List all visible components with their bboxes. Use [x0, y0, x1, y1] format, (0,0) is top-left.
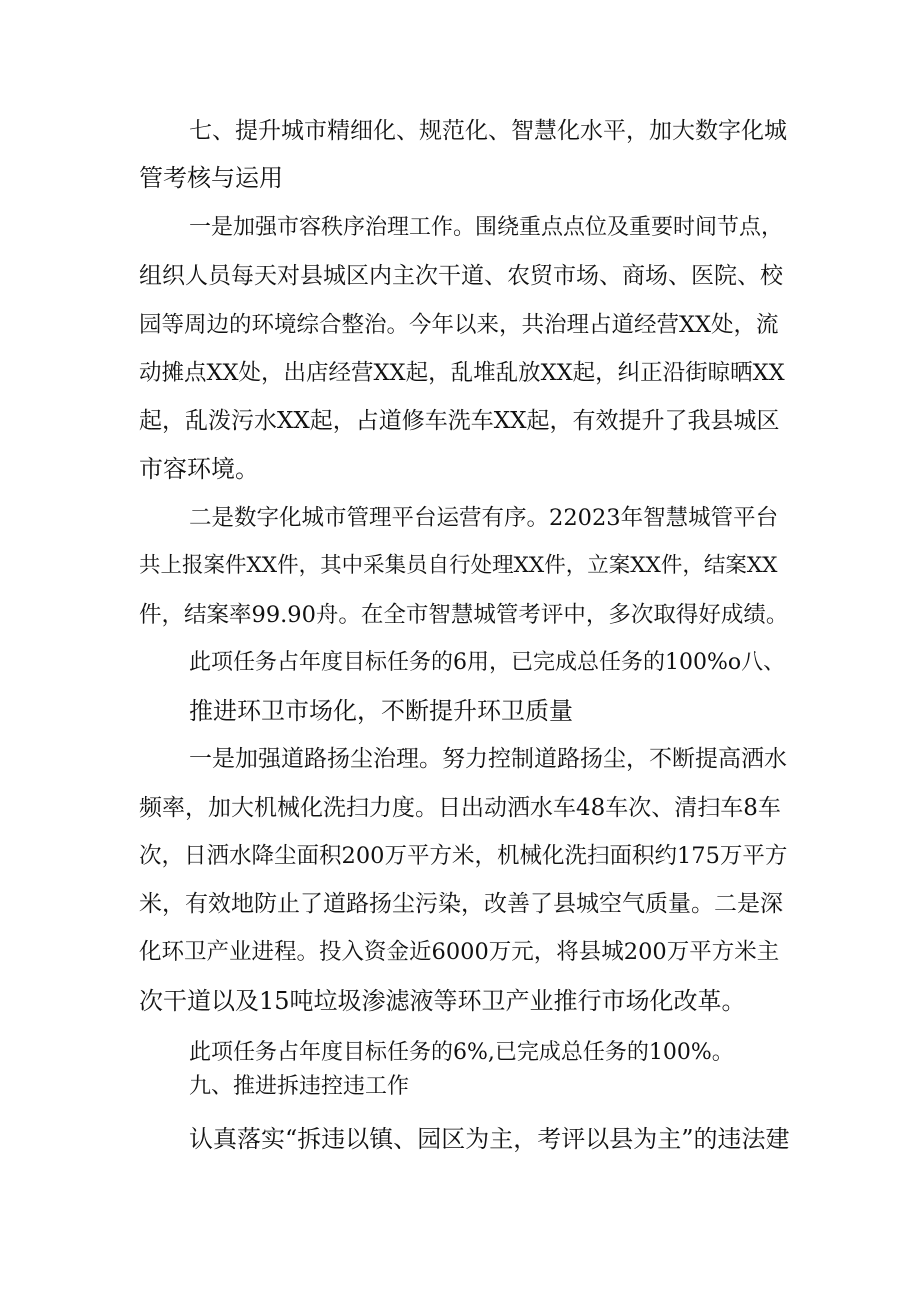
paragraph-line: 共上报案件XX件，其中采集员自行处理XX件，立案XX件，结案XX — [139, 553, 778, 578]
section-9-heading: 九、推进拆违控违工作 — [189, 1074, 410, 1099]
paragraph-line: 件，结案率99.90舟。在全市智慧城管考评中，多次取得好成绩。 — [139, 602, 789, 628]
task-summary-line: 此项任务占年度目标任务的6用，已完成总任务的100%o八、 — [189, 650, 786, 675]
paragraph-line: 二是数字化城市管理平台运营有序。22023年智慧城管平台 — [189, 505, 779, 531]
task-summary-line: 此项任务占年度目标任务的6%,已完成总任务的100%。 — [189, 1040, 734, 1065]
paragraph-line: 一是加强道路扬尘治理。努力控制道路扬尘，不断提高洒水 — [189, 746, 787, 772]
section-7-heading-line-1: 七、提升城市精细化、规范化、智慧化水平，加大数字化城 — [189, 118, 787, 144]
paragraph-line: 次，日洒水降尘面积200万平方米，机械化洗扫面积约175万平方 — [139, 843, 788, 869]
paragraph-line: 园等周边的环境综合整治。今年以来，共治理占道经营XX处，流 — [139, 312, 779, 338]
section-7-heading-line-2: 管考核与运用 — [139, 164, 283, 192]
paragraph-line: 起，乱泼污水XX起，占道修车洗车XX起，有效提升了我县城区 — [139, 408, 780, 434]
paragraph-line: 认真落实“拆违以镇、园区为主，考评以县为主”的违法建 — [189, 1125, 790, 1153]
paragraph-line: 组织人员每天对县城区内主次干道、农贸市场、商场、医院、校 — [139, 263, 783, 289]
paragraph-line: 化环卫产业进程。投入资金近6000万元，将县城200万平方米主 — [139, 939, 780, 965]
paragraph-line: 米，有效地防止了道路扬尘污染，改善了县城空气质量。二是深 — [139, 891, 783, 917]
paragraph-line: 一是加强市容秩序治理工作。围绕重点点位及重要时间节点， — [189, 215, 784, 240]
paragraph-line: 频率，加大机械化洗扫力度。日出动洒水车48车次、清扫车8车 — [139, 795, 781, 821]
paragraph-line: 动摊点XX处，出店经营XX起，乱堆乱放XX起，纠正沿街晾晒XX — [139, 360, 785, 386]
section-8-heading: 推进环卫市场化，不断提升环卫质量 — [189, 697, 573, 725]
paragraph-line: 市容环境。 — [139, 455, 259, 483]
paragraph-line: 次干道以及15吨垃圾渗滤液等环卫产业推行市场化改革。 — [139, 987, 746, 1015]
